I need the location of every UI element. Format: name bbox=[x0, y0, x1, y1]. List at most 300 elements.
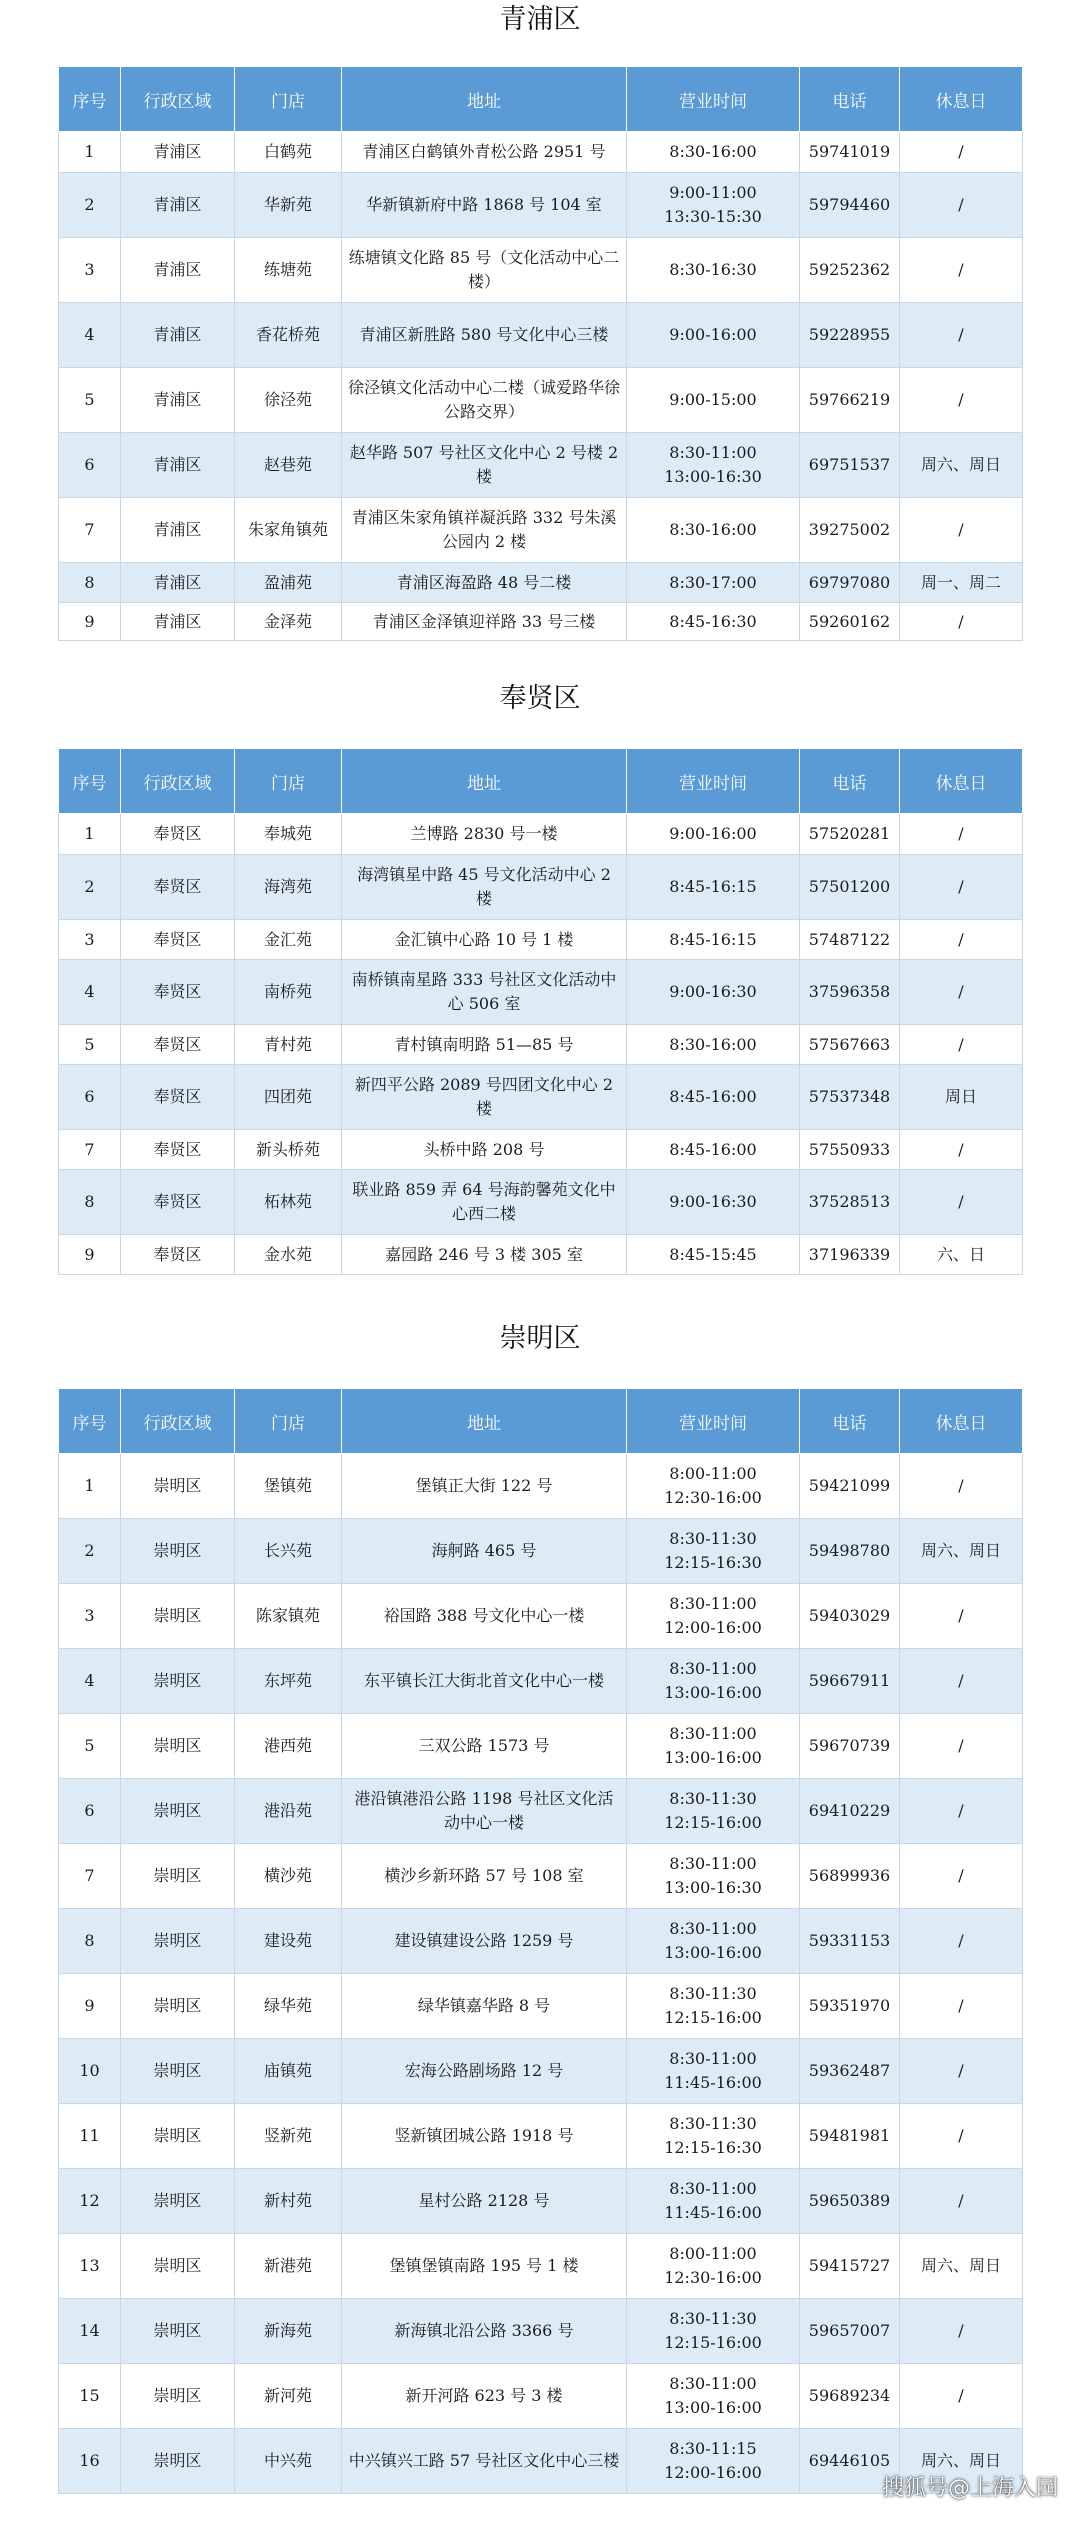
cell-hours: 9:00-15:00 bbox=[627, 368, 800, 433]
cell-phone: 37196339 bbox=[800, 1235, 900, 1275]
cell-store: 东坪苑 bbox=[235, 1649, 342, 1714]
cell-phone: 59403029 bbox=[800, 1584, 900, 1649]
cell-phone: 59650389 bbox=[800, 2169, 900, 2234]
cell-phone: 59794460 bbox=[800, 173, 900, 238]
table-row bbox=[59, 1714, 1023, 1779]
cell-index: 2 bbox=[59, 1519, 121, 1584]
column-header: 休息日 bbox=[900, 67, 1023, 132]
cell-rest-day: / bbox=[900, 2104, 1023, 2169]
table-row bbox=[59, 1235, 1023, 1275]
cell-rest-day: / bbox=[900, 960, 1023, 1025]
cell-rest-day: / bbox=[900, 603, 1023, 641]
cell-hours: 8:30-11:30 12:15-16:00 bbox=[627, 1974, 800, 2039]
table-row bbox=[59, 1649, 1023, 1714]
cell-hours: 8:30-16:00 bbox=[627, 498, 800, 563]
cell-address: 练塘镇文化路 85 号（文化活动中心二楼） bbox=[342, 238, 627, 303]
cell-address: 徐泾镇文化活动中心二楼（诚爱路华徐公路交界） bbox=[342, 368, 627, 433]
table-row bbox=[59, 433, 1023, 498]
table-row bbox=[59, 1974, 1023, 2039]
cell-rest-day: / bbox=[900, 1130, 1023, 1170]
cell-address: 金汇镇中心路 10 号 1 楼 bbox=[342, 920, 627, 960]
cell-index: 11 bbox=[59, 2104, 121, 2169]
cell-rest-day: / bbox=[900, 132, 1023, 173]
cell-rest-day: / bbox=[900, 920, 1023, 960]
table-row bbox=[59, 855, 1023, 920]
cell-phone: 59228955 bbox=[800, 303, 900, 368]
table-row bbox=[59, 2104, 1023, 2169]
cell-rest-day: / bbox=[900, 1844, 1023, 1909]
cell-hours: 8:30-11:30 12:15-16:30 bbox=[627, 2104, 800, 2169]
table-row bbox=[59, 1909, 1023, 1974]
cell-district: 奉贤区 bbox=[121, 855, 235, 920]
cell-index: 13 bbox=[59, 2234, 121, 2299]
column-header: 营业时间 bbox=[627, 67, 800, 132]
cell-index: 6 bbox=[59, 1779, 121, 1844]
cell-rest-day: / bbox=[900, 1170, 1023, 1235]
table-row bbox=[59, 814, 1023, 855]
column-header: 门店 bbox=[235, 67, 342, 132]
table-row bbox=[59, 603, 1023, 641]
column-header: 电话 bbox=[800, 67, 900, 132]
cell-store: 新海苑 bbox=[235, 2299, 342, 2364]
cell-rest-day: 周六、周日 bbox=[900, 1519, 1023, 1584]
cell-phone: 59260162 bbox=[800, 603, 900, 641]
cell-address: 华新镇新府中路 1868 号 104 室 bbox=[342, 173, 627, 238]
column-header: 地址 bbox=[342, 1389, 627, 1454]
cell-district: 奉贤区 bbox=[121, 1025, 235, 1065]
cell-district: 崇明区 bbox=[121, 2104, 235, 2169]
cell-rest-day: 周六、周日 bbox=[900, 2234, 1023, 2299]
table-row bbox=[59, 1170, 1023, 1235]
cell-phone: 59741019 bbox=[800, 132, 900, 173]
cell-address: 裕国路 388 号文化中心一楼 bbox=[342, 1584, 627, 1649]
cell-rest-day: / bbox=[900, 173, 1023, 238]
cell-index: 9 bbox=[59, 1235, 121, 1275]
table-row bbox=[59, 368, 1023, 433]
cell-address: 青浦区朱家角镇祥凝浜路 332 号朱溪公园内 2 楼 bbox=[342, 498, 627, 563]
cell-district: 青浦区 bbox=[121, 238, 235, 303]
column-header: 门店 bbox=[235, 749, 342, 814]
cell-phone: 59498780 bbox=[800, 1519, 900, 1584]
cell-district: 青浦区 bbox=[121, 603, 235, 641]
cell-district: 崇明区 bbox=[121, 1649, 235, 1714]
column-header: 序号 bbox=[59, 749, 121, 814]
cell-store: 金水苑 bbox=[235, 1235, 342, 1275]
cell-rest-day: / bbox=[900, 238, 1023, 303]
section-title: 青浦区 bbox=[499, 4, 581, 35]
cell-index: 4 bbox=[59, 1649, 121, 1714]
cell-address: 新海镇北沿公路 3366 号 bbox=[342, 2299, 627, 2364]
column-header: 行政区域 bbox=[121, 67, 235, 132]
column-header: 休息日 bbox=[900, 1389, 1023, 1454]
cell-phone: 59252362 bbox=[800, 238, 900, 303]
cell-district: 青浦区 bbox=[121, 433, 235, 498]
table-row bbox=[59, 563, 1023, 603]
cell-rest-day: 周日 bbox=[900, 1065, 1023, 1130]
cell-address: 海舸路 465 号 bbox=[342, 1519, 627, 1584]
column-header: 序号 bbox=[59, 1389, 121, 1454]
cell-district: 奉贤区 bbox=[121, 920, 235, 960]
cell-address: 堡镇正大街 122 号 bbox=[342, 1454, 627, 1519]
cell-store: 徐泾苑 bbox=[235, 368, 342, 433]
cell-phone: 37528513 bbox=[800, 1170, 900, 1235]
cell-phone: 59657007 bbox=[800, 2299, 900, 2364]
cell-rest-day: / bbox=[900, 1974, 1023, 2039]
cell-rest-day: / bbox=[900, 1909, 1023, 1974]
cell-store: 白鹤苑 bbox=[235, 132, 342, 173]
cell-district: 崇明区 bbox=[121, 2429, 235, 2494]
cell-hours: 8:30-11:15 12:00-16:00 bbox=[627, 2429, 800, 2494]
cell-phone: 59331153 bbox=[800, 1909, 900, 1974]
cell-hours: 8:30-11:00 13:00-16:30 bbox=[627, 433, 800, 498]
cell-address: 横沙乡新环路 57 号 108 室 bbox=[342, 1844, 627, 1909]
cell-index: 16 bbox=[59, 2429, 121, 2494]
cell-phone: 39275002 bbox=[800, 498, 900, 563]
cell-index: 8 bbox=[59, 1170, 121, 1235]
cell-hours: 9:00-11:00 13:30-15:30 bbox=[627, 173, 800, 238]
cell-district: 崇明区 bbox=[121, 2299, 235, 2364]
cell-index: 7 bbox=[59, 498, 121, 563]
cell-index: 8 bbox=[59, 1909, 121, 1974]
cell-rest-day: / bbox=[900, 2364, 1023, 2429]
cell-phone: 56899936 bbox=[800, 1844, 900, 1909]
cell-store: 绿华苑 bbox=[235, 1974, 342, 2039]
cell-address: 青浦区海盈路 48 号二楼 bbox=[342, 563, 627, 603]
cell-store: 金泽苑 bbox=[235, 603, 342, 641]
cell-address: 头桥中路 208 号 bbox=[342, 1130, 627, 1170]
cell-phone: 59421099 bbox=[800, 1454, 900, 1519]
cell-store: 华新苑 bbox=[235, 173, 342, 238]
cell-hours: 8:30-16:30 bbox=[627, 238, 800, 303]
cell-address: 竖新镇团城公路 1918 号 bbox=[342, 2104, 627, 2169]
cell-store: 竖新苑 bbox=[235, 2104, 342, 2169]
cell-store: 新港苑 bbox=[235, 2234, 342, 2299]
column-header: 地址 bbox=[342, 749, 627, 814]
table-row bbox=[59, 132, 1023, 173]
cell-district: 青浦区 bbox=[121, 563, 235, 603]
cell-index: 4 bbox=[59, 960, 121, 1025]
cell-hours: 8:45-15:45 bbox=[627, 1235, 800, 1275]
cell-address: 新四平公路 2089 号四团文化中心 2 楼 bbox=[342, 1065, 627, 1130]
cell-store: 金汇苑 bbox=[235, 920, 342, 960]
cell-district: 崇明区 bbox=[121, 1454, 235, 1519]
cell-hours: 8:00-11:00 12:30-16:00 bbox=[627, 1454, 800, 1519]
store-table bbox=[58, 748, 1023, 1275]
cell-phone: 57550933 bbox=[800, 1130, 900, 1170]
table-row bbox=[59, 2234, 1023, 2299]
cell-address: 堡镇堡镇南路 195 号 1 楼 bbox=[342, 2234, 627, 2299]
cell-hours: 9:00-16:00 bbox=[627, 814, 800, 855]
cell-hours: 8:45-16:00 bbox=[627, 1130, 800, 1170]
cell-rest-day: / bbox=[900, 1025, 1023, 1065]
cell-phone: 59689234 bbox=[800, 2364, 900, 2429]
cell-district: 崇明区 bbox=[121, 2234, 235, 2299]
cell-index: 9 bbox=[59, 603, 121, 641]
table-row bbox=[59, 1584, 1023, 1649]
cell-store: 庙镇苑 bbox=[235, 2039, 342, 2104]
cell-index: 8 bbox=[59, 563, 121, 603]
cell-district: 崇明区 bbox=[121, 1909, 235, 1974]
cell-index: 10 bbox=[59, 2039, 121, 2104]
cell-rest-day: / bbox=[900, 498, 1023, 563]
cell-address: 新开河路 623 号 3 楼 bbox=[342, 2364, 627, 2429]
table-row bbox=[59, 498, 1023, 563]
cell-phone: 57537348 bbox=[800, 1065, 900, 1130]
cell-address: 兰博路 2830 号一楼 bbox=[342, 814, 627, 855]
cell-district: 奉贤区 bbox=[121, 960, 235, 1025]
cell-district: 奉贤区 bbox=[121, 1065, 235, 1130]
cell-address: 嘉园路 246 号 3 楼 305 室 bbox=[342, 1235, 627, 1275]
cell-hours: 8:30-11:00 11:45-16:00 bbox=[627, 2169, 800, 2234]
cell-hours: 9:00-16:00 bbox=[627, 303, 800, 368]
cell-district: 崇明区 bbox=[121, 1714, 235, 1779]
cell-address: 青浦区白鹤镇外青松公路 2951 号 bbox=[342, 132, 627, 173]
cell-district: 崇明区 bbox=[121, 1779, 235, 1844]
cell-index: 1 bbox=[59, 814, 121, 855]
cell-hours: 8:30-11:00 13:00-16:00 bbox=[627, 1714, 800, 1779]
cell-index: 15 bbox=[59, 2364, 121, 2429]
cell-rest-day: 周一、周二 bbox=[900, 563, 1023, 603]
cell-phone: 69446105 bbox=[800, 2429, 900, 2494]
table-row bbox=[59, 2169, 1023, 2234]
cell-store: 香花桥苑 bbox=[235, 303, 342, 368]
cell-store: 长兴苑 bbox=[235, 1519, 342, 1584]
cell-rest-day: / bbox=[900, 1779, 1023, 1844]
cell-index: 2 bbox=[59, 173, 121, 238]
cell-district: 青浦区 bbox=[121, 368, 235, 433]
cell-phone: 57567663 bbox=[800, 1025, 900, 1065]
table-row bbox=[59, 2039, 1023, 2104]
cell-index: 5 bbox=[59, 1025, 121, 1065]
cell-hours: 8:30-11:30 12:15-16:30 bbox=[627, 1519, 800, 1584]
cell-hours: 8:45-16:00 bbox=[627, 1065, 800, 1130]
cell-district: 崇明区 bbox=[121, 1519, 235, 1584]
cell-index: 3 bbox=[59, 238, 121, 303]
cell-index: 9 bbox=[59, 1974, 121, 2039]
cell-index: 3 bbox=[59, 1584, 121, 1649]
cell-rest-day: 周六、周日 bbox=[900, 2429, 1023, 2494]
cell-address: 青浦区新胜路 580 号文化中心三楼 bbox=[342, 303, 627, 368]
cell-address: 建设镇建设公路 1259 号 bbox=[342, 1909, 627, 1974]
watermark: 搜狐号@上海入园 bbox=[881, 2476, 1058, 2501]
cell-district: 青浦区 bbox=[121, 173, 235, 238]
cell-phone: 37596358 bbox=[800, 960, 900, 1025]
cell-hours: 8:30-11:30 12:15-16:00 bbox=[627, 1779, 800, 1844]
cell-address: 绿华镇嘉华路 8 号 bbox=[342, 1974, 627, 2039]
cell-store: 建设苑 bbox=[235, 1909, 342, 1974]
cell-rest-day: / bbox=[900, 1714, 1023, 1779]
table-header-row bbox=[59, 749, 1023, 814]
cell-district: 崇明区 bbox=[121, 2364, 235, 2429]
cell-hours: 8:30-11:00 13:00-16:30 bbox=[627, 1844, 800, 1909]
column-header: 门店 bbox=[235, 1389, 342, 1454]
cell-district: 青浦区 bbox=[121, 132, 235, 173]
cell-hours: 8:30-16:00 bbox=[627, 1025, 800, 1065]
cell-index: 5 bbox=[59, 368, 121, 433]
section-title: 奉贤区 bbox=[499, 683, 581, 714]
cell-phone: 69751537 bbox=[800, 433, 900, 498]
cell-store: 朱家角镇苑 bbox=[235, 498, 342, 563]
section-title: 崇明区 bbox=[499, 1323, 581, 1354]
column-header: 序号 bbox=[59, 67, 121, 132]
cell-hours: 8:30-11:00 13:00-16:00 bbox=[627, 1649, 800, 1714]
cell-district: 奉贤区 bbox=[121, 1170, 235, 1235]
cell-rest-day: / bbox=[900, 1584, 1023, 1649]
cell-hours: 8:30-16:00 bbox=[627, 132, 800, 173]
cell-store: 港沿苑 bbox=[235, 1779, 342, 1844]
store-table bbox=[58, 1388, 1023, 2494]
cell-phone: 59415727 bbox=[800, 2234, 900, 2299]
cell-rest-day: / bbox=[900, 2169, 1023, 2234]
cell-store: 南桥苑 bbox=[235, 960, 342, 1025]
cell-phone: 57501200 bbox=[800, 855, 900, 920]
cell-address: 赵华路 507 号社区文化中心 2 号楼 2 楼 bbox=[342, 433, 627, 498]
cell-index: 3 bbox=[59, 920, 121, 960]
cell-district: 崇明区 bbox=[121, 2039, 235, 2104]
cell-rest-day: / bbox=[900, 814, 1023, 855]
cell-hours: 8:30-11:00 12:00-16:00 bbox=[627, 1584, 800, 1649]
cell-rest-day: 周六、周日 bbox=[900, 433, 1023, 498]
cell-district: 青浦区 bbox=[121, 303, 235, 368]
cell-hours: 8:30-11:30 12:15-16:00 bbox=[627, 2299, 800, 2364]
table-row bbox=[59, 2299, 1023, 2364]
table-header-row bbox=[59, 67, 1023, 132]
cell-store: 新河苑 bbox=[235, 2364, 342, 2429]
cell-rest-day: / bbox=[900, 855, 1023, 920]
column-header: 电话 bbox=[800, 1389, 900, 1454]
cell-rest-day: / bbox=[900, 303, 1023, 368]
table-row bbox=[59, 1519, 1023, 1584]
cell-hours: 8:30-11:00 13:00-16:00 bbox=[627, 1909, 800, 1974]
cell-store: 堡镇苑 bbox=[235, 1454, 342, 1519]
cell-rest-day: / bbox=[900, 2299, 1023, 2364]
cell-address: 中兴镇兴工路 57 号社区文化中心三楼 bbox=[342, 2429, 627, 2494]
cell-address: 海湾镇星中路 45 号文化活动中心 2 楼 bbox=[342, 855, 627, 920]
cell-store: 陈家镇苑 bbox=[235, 1584, 342, 1649]
cell-index: 7 bbox=[59, 1130, 121, 1170]
cell-rest-day: / bbox=[900, 368, 1023, 433]
cell-district: 崇明区 bbox=[121, 1584, 235, 1649]
table-row bbox=[59, 1779, 1023, 1844]
cell-address: 宏海公路剧场路 12 号 bbox=[342, 2039, 627, 2104]
cell-rest-day: / bbox=[900, 1454, 1023, 1519]
cell-phone: 59351970 bbox=[800, 1974, 900, 2039]
table-row bbox=[59, 303, 1023, 368]
cell-address: 三双公路 1573 号 bbox=[342, 1714, 627, 1779]
cell-store: 四团苑 bbox=[235, 1065, 342, 1130]
cell-store: 新头桥苑 bbox=[235, 1130, 342, 1170]
cell-index: 14 bbox=[59, 2299, 121, 2364]
table-header-row bbox=[59, 1389, 1023, 1454]
cell-rest-day: / bbox=[900, 1649, 1023, 1714]
store-table bbox=[58, 66, 1023, 641]
cell-district: 奉贤区 bbox=[121, 814, 235, 855]
cell-hours: 8:45-16:30 bbox=[627, 603, 800, 641]
column-header: 营业时间 bbox=[627, 1389, 800, 1454]
table-row bbox=[59, 1844, 1023, 1909]
cell-rest-day: / bbox=[900, 2039, 1023, 2104]
column-header: 休息日 bbox=[900, 749, 1023, 814]
cell-district: 崇明区 bbox=[121, 1974, 235, 2039]
cell-address: 南桥镇南星路 333 号社区文化活动中心 506 室 bbox=[342, 960, 627, 1025]
cell-address: 东平镇长江大街北首文化中心一楼 bbox=[342, 1649, 627, 1714]
table-row bbox=[59, 2364, 1023, 2429]
cell-store: 练塘苑 bbox=[235, 238, 342, 303]
cell-phone: 59667911 bbox=[800, 1649, 900, 1714]
cell-phone: 69797080 bbox=[800, 563, 900, 603]
cell-index: 7 bbox=[59, 1844, 121, 1909]
cell-index: 6 bbox=[59, 1065, 121, 1130]
column-header: 地址 bbox=[342, 67, 627, 132]
cell-store: 柘林苑 bbox=[235, 1170, 342, 1235]
cell-hours: 8:30-17:00 bbox=[627, 563, 800, 603]
cell-index: 6 bbox=[59, 433, 121, 498]
cell-index: 2 bbox=[59, 855, 121, 920]
cell-address: 联业路 859 弄 64 号海韵馨苑文化中心西二楼 bbox=[342, 1170, 627, 1235]
cell-store: 青村苑 bbox=[235, 1025, 342, 1065]
cell-address: 港沿镇港沿公路 1198 号社区文化活动中心一楼 bbox=[342, 1779, 627, 1844]
table-row bbox=[59, 1065, 1023, 1130]
cell-index: 4 bbox=[59, 303, 121, 368]
cell-hours: 9:00-16:30 bbox=[627, 1170, 800, 1235]
cell-index: 1 bbox=[59, 1454, 121, 1519]
cell-address: 星村公路 2128 号 bbox=[342, 2169, 627, 2234]
table-row bbox=[59, 1130, 1023, 1170]
table-row bbox=[59, 920, 1023, 960]
table-row bbox=[59, 960, 1023, 1025]
cell-hours: 8:45-16:15 bbox=[627, 920, 800, 960]
cell-phone: 59362487 bbox=[800, 2039, 900, 2104]
column-header: 营业时间 bbox=[627, 749, 800, 814]
cell-district: 奉贤区 bbox=[121, 1130, 235, 1170]
cell-store: 海湾苑 bbox=[235, 855, 342, 920]
cell-index: 1 bbox=[59, 132, 121, 173]
cell-phone: 59670739 bbox=[800, 1714, 900, 1779]
cell-district: 崇明区 bbox=[121, 1844, 235, 1909]
table-row bbox=[59, 2429, 1023, 2494]
cell-address: 青浦区金泽镇迎祥路 33 号三楼 bbox=[342, 603, 627, 641]
table-row bbox=[59, 1025, 1023, 1065]
cell-store: 港西苑 bbox=[235, 1714, 342, 1779]
cell-store: 横沙苑 bbox=[235, 1844, 342, 1909]
cell-hours: 8:00-11:00 12:30-16:00 bbox=[627, 2234, 800, 2299]
cell-store: 盈浦苑 bbox=[235, 563, 342, 603]
column-header: 行政区域 bbox=[121, 1389, 235, 1454]
table-row bbox=[59, 1454, 1023, 1519]
cell-hours: 8:30-11:00 13:00-16:00 bbox=[627, 2364, 800, 2429]
table-row bbox=[59, 238, 1023, 303]
cell-phone: 69410229 bbox=[800, 1779, 900, 1844]
cell-address: 青村镇南明路 51—85 号 bbox=[342, 1025, 627, 1065]
column-header: 电话 bbox=[800, 749, 900, 814]
cell-district: 崇明区 bbox=[121, 2169, 235, 2234]
cell-phone: 57487122 bbox=[800, 920, 900, 960]
cell-store: 中兴苑 bbox=[235, 2429, 342, 2494]
table-row bbox=[59, 173, 1023, 238]
cell-store: 新村苑 bbox=[235, 2169, 342, 2234]
cell-rest-day: 六、日 bbox=[900, 1235, 1023, 1275]
column-header: 行政区域 bbox=[121, 749, 235, 814]
cell-index: 5 bbox=[59, 1714, 121, 1779]
cell-district: 青浦区 bbox=[121, 498, 235, 563]
cell-hours: 8:30-11:00 11:45-16:00 bbox=[627, 2039, 800, 2104]
cell-hours: 8:45-16:15 bbox=[627, 855, 800, 920]
cell-store: 奉城苑 bbox=[235, 814, 342, 855]
cell-index: 12 bbox=[59, 2169, 121, 2234]
cell-phone: 59481981 bbox=[800, 2104, 900, 2169]
cell-phone: 57520281 bbox=[800, 814, 900, 855]
cell-phone: 59766219 bbox=[800, 368, 900, 433]
